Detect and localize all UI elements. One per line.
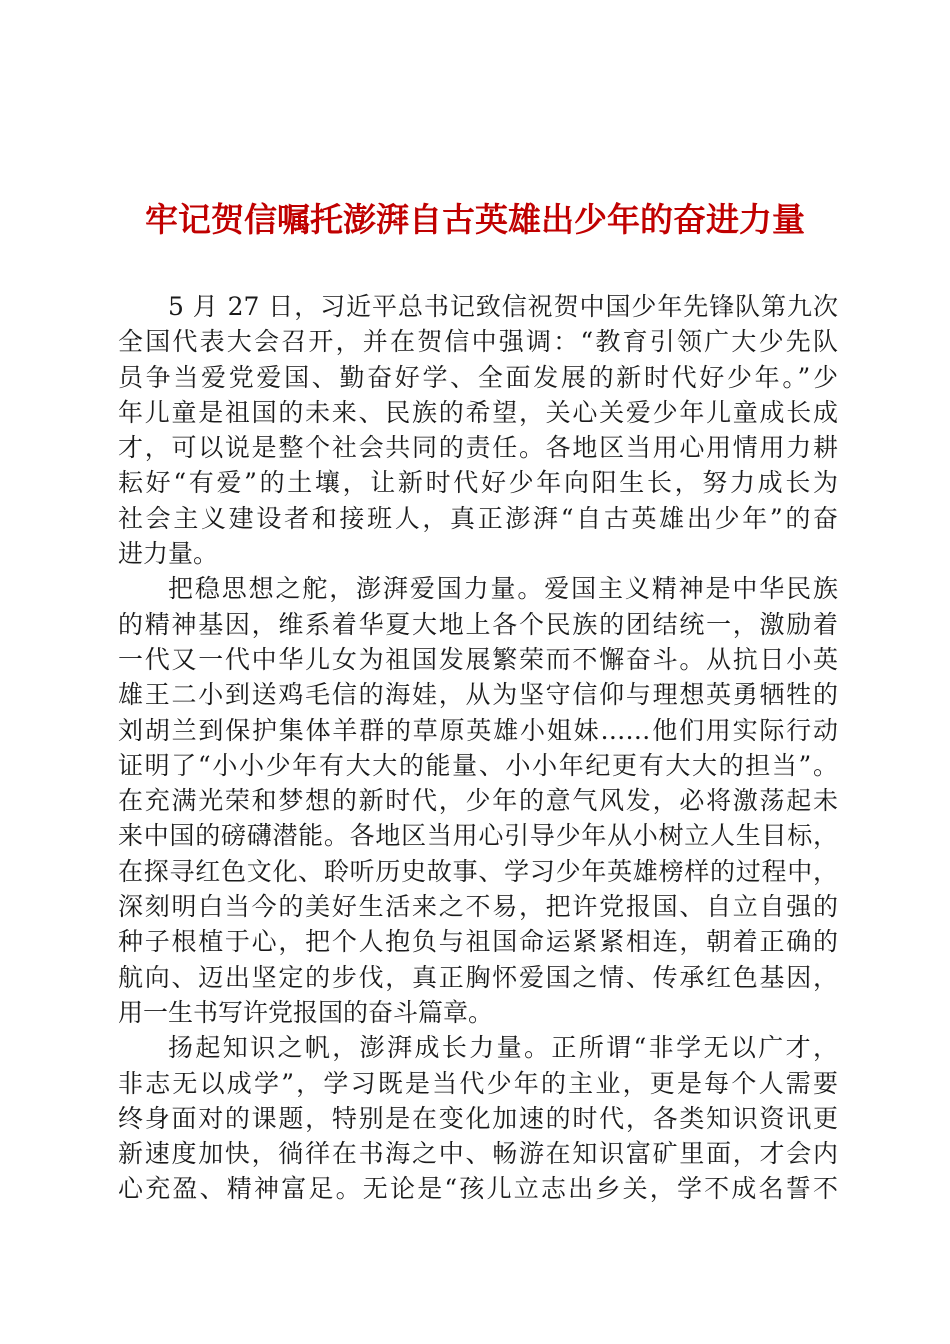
document-title: 牢记贺信嘱托澎湃自古英雄出少年的奋进力量 bbox=[145, 200, 805, 239]
text-line: 在充满光荣和梦想的新时代，少年的意气风发，必将激荡起未 bbox=[118, 786, 838, 816]
text-line: 心充盈、精神富足。无论是“孩儿立志出乡关，学不成名誓不 bbox=[118, 1174, 838, 1204]
paragraph-2 bbox=[118, 571, 838, 1030]
text-line: 5 月 27 日，习近平总书记致信祝贺中国少年先锋队第九次 bbox=[168, 292, 838, 321]
text-line: 一代又一代中华儿女为祖国发展繁荣而不懈奋斗。从抗日小英 bbox=[118, 644, 838, 674]
text-line: 种子根植于心，把个人抱负与祖国命运紧紧相连，朝着正确的 bbox=[118, 927, 838, 957]
text-line: 全国代表大会召开，并在贺信中强调：“教育引领广大少先队 bbox=[118, 327, 838, 357]
text-line: 把稳思想之舵，澎湃爱国力量。爱国主义精神是中华民族 bbox=[168, 574, 838, 604]
text-line: 社会主义建设者和接班人，真正澎湃“自古英雄出少年”的奋 bbox=[118, 503, 838, 533]
paragraph-3 bbox=[118, 1030, 838, 1206]
text-line: 年儿童是祖国的未来、民族的希望，关心关爱少年儿童成长成 bbox=[118, 397, 838, 427]
text-line: 非志无以成学”，学习既是当代少年的主业，更是每个人需要 bbox=[118, 1068, 838, 1098]
text-line: 员争当爱党爱国、勤奋好学、全面发展的新时代好少年。”少 bbox=[118, 362, 838, 392]
text-line: 的精神基因，维系着华夏大地上各个民族的团结统一，激励着 bbox=[118, 609, 838, 639]
text-line: 耘好“有爱”的土壤，让新时代好少年向阳生长，努力成长为 bbox=[118, 468, 838, 498]
text-line: 刘胡兰到保护集体羊群的草原英雄小姐妹……他们用实际行动 bbox=[118, 715, 838, 745]
text-line: 来中国的磅礴潜能。各地区当用心引导少年从小树立人生目标， bbox=[118, 821, 838, 851]
text-line: 航向、迈出坚定的步伐，真正胸怀爱国之情、传承红色基因， bbox=[118, 962, 838, 992]
document-body bbox=[118, 289, 838, 1207]
text-line: 扬起知识之帆，澎湃成长力量。正所谓“非学无以广才， bbox=[168, 1033, 838, 1063]
text-line: 雄王二小到送鸡毛信的海娃，从为坚守信仰与理想英勇牺牲的 bbox=[118, 680, 838, 710]
text-line: 进力量。 bbox=[118, 539, 219, 569]
text-line: 才，可以说是整个社会共同的责任。各地区当用心用情用力耕 bbox=[118, 433, 838, 463]
text-line: 新速度加快，徜徉在书海之中、畅游在知识富矿里面，才会内 bbox=[118, 1139, 838, 1169]
text-line: 在探寻红色文化、聆听历史故事、学习少年英雄榜样的过程中， bbox=[118, 856, 838, 886]
text-line: 深刻明白当今的美好生活来之不易，把许党报国、自立自强的 bbox=[118, 892, 838, 922]
text-line: 用一生书写许党报国的奋斗篇章。 bbox=[118, 997, 494, 1027]
paragraph-1 bbox=[118, 289, 838, 571]
text-line: 证明了“小小少年有大大的能量、小小年纪更有大大的担当”。 bbox=[118, 750, 838, 780]
text-line: 终身面对的课题，特别是在变化加速的时代，各类知识资讯更 bbox=[118, 1103, 838, 1133]
